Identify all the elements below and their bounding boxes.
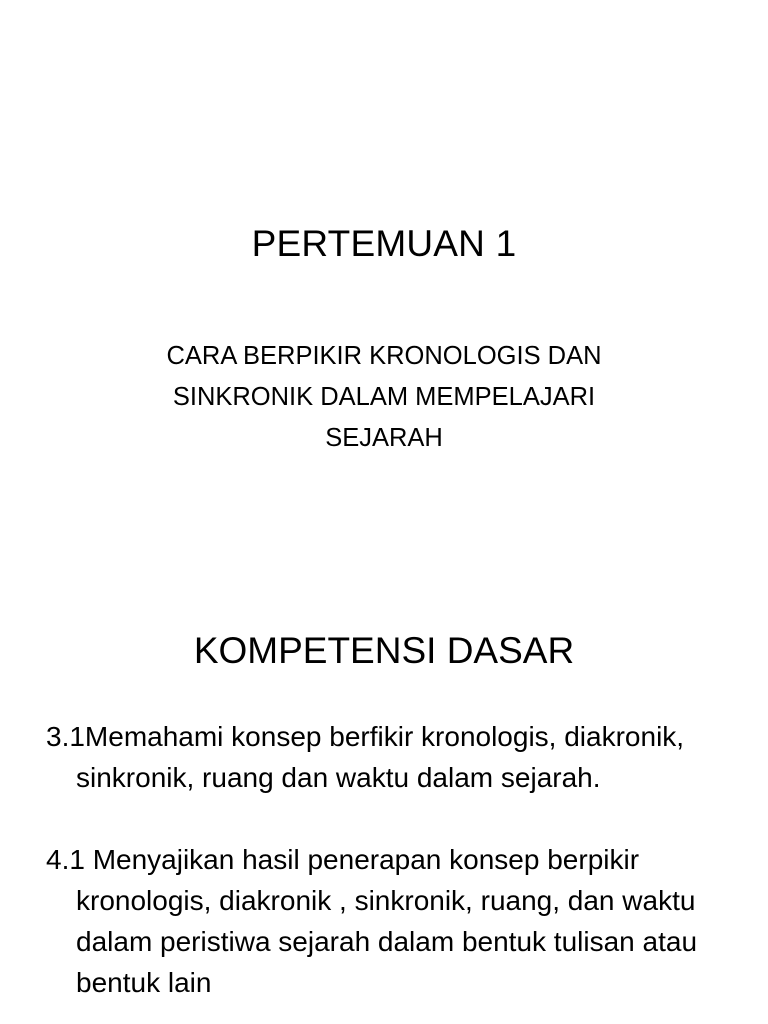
subtitle-line: SEJARAH [325,424,443,452]
competency-list [46,716,746,1024]
competency-item: 3.1Memahami konsep berfikir kronologis, diakronik, sinkronik, ruang dan waktu dalam sejarah. [46,721,685,793]
slide-2 [0,576,768,1024]
slide-subtitle [84,336,684,459]
slide-title: PERTEMUAN 1 [251,223,517,264]
slide-title: KOMPETENSI DASAR [193,630,575,671]
subtitle-line: SINKRONIK DALAM MEMPELAJARI [172,383,596,411]
subtitle-line: CARA BERPIKIR KRONOLOGIS DAN [166,342,602,370]
competency-item: 4.1 Menyajikan hasil penerapan konsep berpikir kronologis, diakronik , sinkronik, ruang, dan waktu dalam peristiwa sejarah dalam bentuk tulisan atau bentuk lain [46,844,698,998]
